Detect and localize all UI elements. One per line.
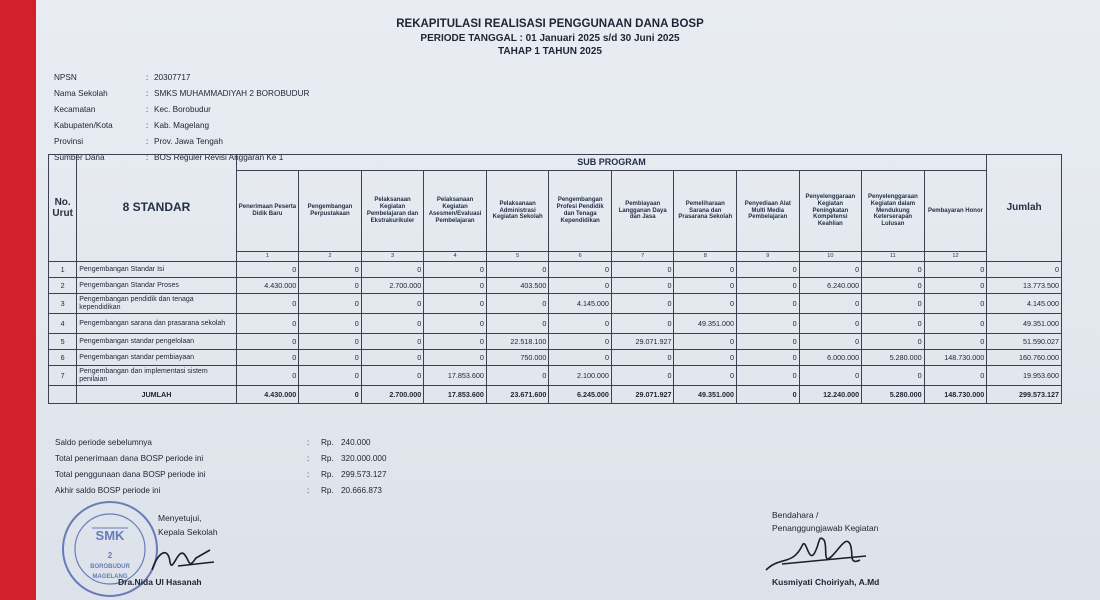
row-value-cell: 0 <box>737 334 800 350</box>
info-kecamatan: Kecamatan : Kec. Borobudur <box>54 105 211 114</box>
row-total-cell: 160.760.000 <box>987 350 1062 366</box>
row-number: 1 <box>49 262 77 278</box>
header-col-6: Pengembangan Profesi Pendidik dan Tenaga Kependidikan <box>549 171 612 252</box>
header-col-4: Pelaksanaan Kegiatan Asesmen/Evaluasi Pembelajaran <box>424 171 487 252</box>
row-value-cell: 0 <box>799 334 862 350</box>
info-nama-sekolah: Nama Sekolah : SMKS MUHAMMADIYAH 2 BOROBUDUR <box>54 89 310 98</box>
row-value-cell: 0 <box>549 314 612 334</box>
row-value-cell: 148.730.000 <box>924 350 987 366</box>
row-value-cell: 0 <box>737 278 800 294</box>
info-provinsi: Provinsi : Prov. Jawa Tengah <box>54 137 223 146</box>
total-value-cell: 4.430.000 <box>236 386 299 404</box>
header-col-number: 4 <box>424 252 487 262</box>
row-total-cell: 49.351.000 <box>987 314 1062 334</box>
summary-akhir-saldo: Akhir saldo BOSP periode ini : Rp. 20.666.873 <box>55 486 382 495</box>
row-value-cell: 0 <box>361 262 424 278</box>
row-value-cell: 0 <box>236 314 299 334</box>
row-value-cell: 2.700.000 <box>361 278 424 294</box>
info-kabupaten: Kabupaten/Kota : Kab. Magelang <box>54 121 210 130</box>
row-value-cell: 0 <box>361 294 424 314</box>
row-value-cell: 0 <box>549 262 612 278</box>
header-col-number: 8 <box>674 252 737 262</box>
table-row <box>49 278 1062 294</box>
table-row <box>49 350 1062 366</box>
total-label: JUMLAH <box>77 386 236 404</box>
total-row <box>49 386 1062 404</box>
row-value-cell: 0 <box>236 350 299 366</box>
header-col-number: 12 <box>924 252 987 262</box>
row-standard-name: Pengembangan sarana dan prasarana sekolah <box>77 314 236 334</box>
row-value-cell: 0 <box>611 262 674 278</box>
row-number: 4 <box>49 314 77 334</box>
row-value-cell: 0 <box>236 262 299 278</box>
row-value-cell: 0 <box>924 334 987 350</box>
row-value-cell: 49.351.000 <box>674 314 737 334</box>
row-value-cell: 0 <box>799 366 862 386</box>
row-value-cell: 6.240.000 <box>799 278 862 294</box>
row-value-cell: 0 <box>299 278 362 294</box>
row-value-cell: 0 <box>299 314 362 334</box>
row-value-cell: 0 <box>486 314 549 334</box>
header-8-standar: 8 STANDAR <box>77 155 236 262</box>
row-value-cell: 0 <box>486 366 549 386</box>
grand-total-cell: 299.573.127 <box>987 386 1062 404</box>
row-value-cell: 0 <box>424 314 487 334</box>
header-col-1: Penerimaan Peserta Didik Baru <box>236 171 299 252</box>
total-value-cell: 5.280.000 <box>862 386 925 404</box>
total-value-cell: 148.730.000 <box>924 386 987 404</box>
row-value-cell: 0 <box>236 366 299 386</box>
row-value-cell: 0 <box>674 366 737 386</box>
total-value-cell: 0 <box>737 386 800 404</box>
info-sumber-dana: Sumber Dana : BOS Reguler Revisi Anggaran Ke 1 <box>54 153 284 162</box>
header-no-urut: No. Urut <box>49 155 77 262</box>
row-total-cell: 0 <box>987 262 1062 278</box>
header-col-number: 7 <box>611 252 674 262</box>
row-value-cell: 0 <box>361 334 424 350</box>
table-row <box>49 314 1062 334</box>
row-value-cell: 0 <box>611 294 674 314</box>
row-number: 6 <box>49 350 77 366</box>
row-number: 3 <box>49 294 77 314</box>
row-value-cell: 17.853.600 <box>424 366 487 386</box>
row-standard-name: Pengembangan Standar Proses <box>77 278 236 294</box>
row-value-cell: 0 <box>674 334 737 350</box>
row-value-cell: 403.500 <box>486 278 549 294</box>
table-row <box>49 366 1062 386</box>
row-value-cell: 0 <box>799 314 862 334</box>
row-value-cell: 0 <box>549 350 612 366</box>
rekap-table <box>48 154 1062 404</box>
info-npsn: NPSN : 20307717 <box>54 73 191 82</box>
table-row <box>49 294 1062 314</box>
row-standard-name: Pengembangan Standar Isi <box>77 262 236 278</box>
row-value-cell: 0 <box>236 334 299 350</box>
row-value-cell: 0 <box>299 294 362 314</box>
summary-total-penerimaan: Total penerimaan dana BOSP periode ini : Rp. 320.000.000 <box>55 454 387 463</box>
sign-right-name: Kusmiyati Choiriyah, A.Md <box>772 577 880 587</box>
red-edge-strip <box>0 0 36 600</box>
row-value-cell: 0 <box>424 334 487 350</box>
row-standard-name: Pengembangan standar pembiayaan <box>77 350 236 366</box>
summary-total-penggunaan: Total penggunaan dana BOSP periode ini : Rp. 299.573.127 <box>55 470 387 479</box>
header-col-number: 3 <box>361 252 424 262</box>
row-value-cell: 0 <box>862 262 925 278</box>
header-col-8: Pemeliharaan Sarana dan Prasarana Sekolah <box>674 171 737 252</box>
row-value-cell: 0 <box>674 294 737 314</box>
row-value-cell: 0 <box>862 314 925 334</box>
row-total-cell: 4.145.000 <box>987 294 1062 314</box>
row-value-cell: 29.071.927 <box>611 334 674 350</box>
row-value-cell: 0 <box>361 366 424 386</box>
row-value-cell: 0 <box>611 278 674 294</box>
row-value-cell: 4.430.000 <box>236 278 299 294</box>
row-value-cell: 0 <box>424 294 487 314</box>
header-col-number: 10 <box>799 252 862 262</box>
row-number: 5 <box>49 334 77 350</box>
row-total-cell: 19.953.600 <box>987 366 1062 386</box>
header-col-number: 1 <box>236 252 299 262</box>
document-stage: TAHAP 1 TAHUN 2025 <box>498 46 602 57</box>
row-value-cell: 0 <box>486 294 549 314</box>
signature-left-scribble <box>148 540 218 578</box>
sign-left-role: Kepala Sekolah <box>158 527 218 537</box>
sign-left-approval: Menyetujui, <box>158 513 202 523</box>
row-value-cell: 0 <box>924 294 987 314</box>
row-value-cell: 0 <box>799 294 862 314</box>
row-value-cell: 0 <box>674 278 737 294</box>
row-value-cell: 0 <box>924 278 987 294</box>
document-period: PERIODE TANGGAL : 01 Januari 2025 s/d 30 Juni 2025 <box>420 33 680 44</box>
row-total-cell: 51.590.027 <box>987 334 1062 350</box>
row-value-cell: 0 <box>674 262 737 278</box>
row-value-cell: 0 <box>924 262 987 278</box>
row-value-cell: 0 <box>361 314 424 334</box>
signature-left-block <box>158 513 218 541</box>
table-row <box>49 334 1062 350</box>
total-value-cell: 2.700.000 <box>361 386 424 404</box>
row-value-cell: 2.100.000 <box>549 366 612 386</box>
row-number: 7 <box>49 366 77 386</box>
sign-right-role1: Bendahara / <box>772 510 819 520</box>
header-col-number: 2 <box>299 252 362 262</box>
row-standard-name: Pengembangan dan implementasi sistem penilaian <box>77 366 236 386</box>
row-value-cell: 0 <box>611 366 674 386</box>
header-col-3: Pelaksanaan Kegiatan Pembelajaran dan Ekstrakurikuler <box>361 171 424 252</box>
header-col-number: 11 <box>862 252 925 262</box>
header-col-number: 5 <box>486 252 549 262</box>
table-row <box>49 262 1062 278</box>
row-value-cell: 0 <box>799 262 862 278</box>
row-value-cell: 0 <box>424 350 487 366</box>
row-value-cell: 750.000 <box>486 350 549 366</box>
stamp-text-smk: SMK <box>95 528 125 543</box>
row-value-cell: 0 <box>299 350 362 366</box>
header-col-11: Penyelenggaraan Kegiatan dalam Mendukung Keterserapan Lulusan <box>862 171 925 252</box>
row-value-cell: 0 <box>674 350 737 366</box>
row-value-cell: 0 <box>862 294 925 314</box>
total-value-cell: 23.671.600 <box>486 386 549 404</box>
sign-left-name: Dra.Nida Ul Hasanah <box>118 577 202 587</box>
row-value-cell: 0 <box>737 366 800 386</box>
row-value-cell: 0 <box>924 366 987 386</box>
row-value-cell: 0 <box>737 294 800 314</box>
row-standard-name: Pengembangan pendidik dan tenaga kependidikan <box>77 294 236 314</box>
header-sub-program: SUB PROGRAM <box>236 155 987 171</box>
summary-saldo-sebelumnya: Saldo periode sebelumnya : Rp. 240.000 <box>55 438 371 447</box>
row-standard-name: Pengembangan standar pengelolaan <box>77 334 236 350</box>
header-jumlah: Jumlah <box>987 155 1062 262</box>
header-col-number: 9 <box>737 252 800 262</box>
row-value-cell: 0 <box>299 366 362 386</box>
row-value-cell: 0 <box>924 314 987 334</box>
row-value-cell: 0 <box>361 350 424 366</box>
row-value-cell: 0 <box>424 278 487 294</box>
total-value-cell: 12.240.000 <box>799 386 862 404</box>
row-value-cell: 5.280.000 <box>862 350 925 366</box>
header-col-7: Pembiayaan Langganan Daya dan Jasa <box>611 171 674 252</box>
row-value-cell: 0 <box>737 314 800 334</box>
row-value-cell: 0 <box>549 334 612 350</box>
row-value-cell: 0 <box>424 262 487 278</box>
row-value-cell: 0 <box>486 262 549 278</box>
header-col-number: 6 <box>549 252 612 262</box>
header-col-10: Penyelenggaraan Kegiatan Peningkatan Kompetensi Keahlian <box>799 171 862 252</box>
total-value-cell: 17.853.600 <box>424 386 487 404</box>
row-value-cell: 0 <box>737 262 800 278</box>
document-title: REKAPITULASI REALISASI PENGGUNAAN DANA BOSP <box>396 18 704 30</box>
row-value-cell: 0 <box>611 314 674 334</box>
total-value-cell: 0 <box>299 386 362 404</box>
total-value-cell: 6.245.000 <box>549 386 612 404</box>
row-value-cell: 0 <box>299 334 362 350</box>
row-total-cell: 13.773.500 <box>987 278 1062 294</box>
total-value-cell: 49.351.000 <box>674 386 737 404</box>
row-value-cell: 4.145.000 <box>549 294 612 314</box>
row-value-cell: 0 <box>862 334 925 350</box>
summary-block <box>55 438 431 502</box>
sign-right-role2: Penanggungjawab Kegiatan <box>772 523 879 533</box>
signature-right-scribble <box>762 526 872 580</box>
row-value-cell: 0 <box>549 278 612 294</box>
row-value-cell: 6.000.000 <box>799 350 862 366</box>
stamp-text-borobudur: BOROBUDUR <box>90 564 130 570</box>
row-value-cell: 22.518.100 <box>486 334 549 350</box>
stamp-text-number: 2 <box>107 551 113 560</box>
row-value-cell: 0 <box>611 350 674 366</box>
total-row-spacer <box>49 386 77 404</box>
row-value-cell: 0 <box>862 366 925 386</box>
row-value-cell: 0 <box>862 278 925 294</box>
row-number: 2 <box>49 278 77 294</box>
header-col-5: Pelaksanaan Administrasi Kegiatan Sekolah <box>486 171 549 252</box>
total-value-cell: 29.071.927 <box>611 386 674 404</box>
header-col-2: Pengembangan Perpustakaan <box>299 171 362 252</box>
row-value-cell: 0 <box>737 350 800 366</box>
stamp-text-magelang: MAGELANG <box>92 574 128 580</box>
header-col-9: Penyediaan Alat Multi Media Pembelajaran <box>737 171 800 252</box>
row-value-cell: 0 <box>236 294 299 314</box>
header-col-12: Pembayaran Honor <box>924 171 987 252</box>
row-value-cell: 0 <box>299 262 362 278</box>
